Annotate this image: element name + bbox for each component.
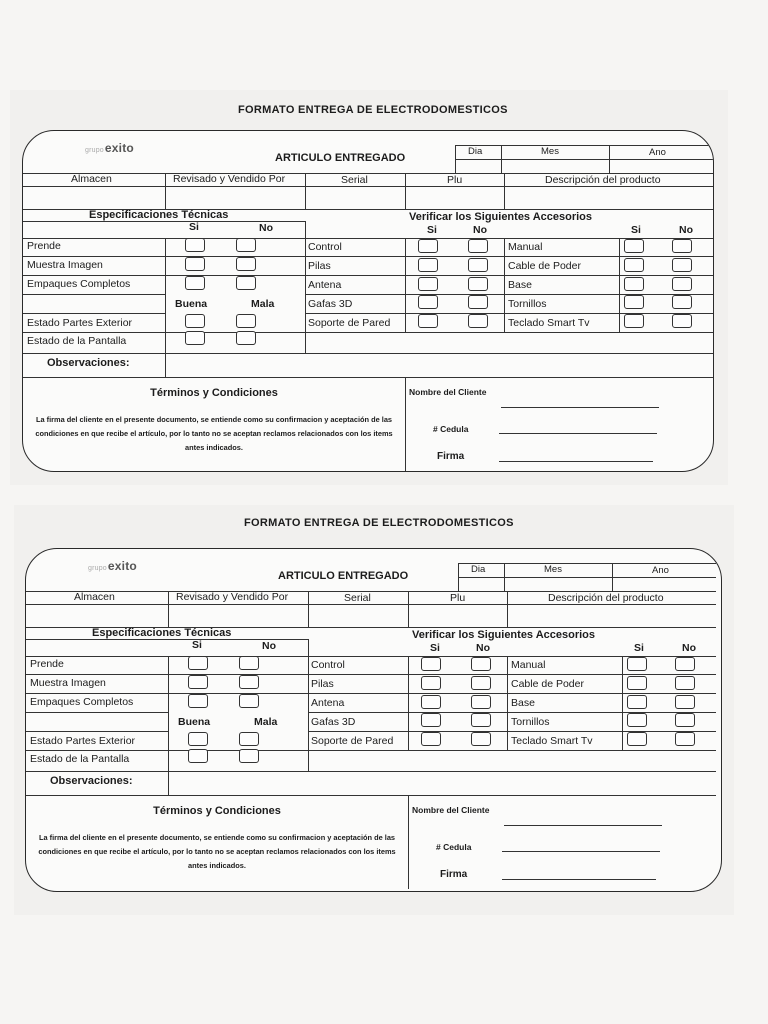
month-label: Mes	[541, 146, 559, 157]
client-name-label: Nombre del Cliente	[412, 805, 490, 815]
accessory-item: Teclado Smart Tv	[511, 735, 593, 747]
checkbox-prende-no[interactable]	[236, 238, 256, 252]
plu-column: Plu	[450, 592, 466, 604]
reviewed-by-column: Revisado y Vendido Por	[176, 591, 289, 603]
checkbox-antena-si[interactable]	[421, 695, 441, 709]
accessory-item: Teclado Smart Tv	[508, 317, 590, 329]
checkbox-pantalla-mala[interactable]	[239, 749, 259, 763]
delivery-form: grupoexito ARTICULO ENTREGADO Dia Mes Ano Almacen Revisado y Vendido Por Serial Plu Descripción del producto Especificaciones Técnicas Verificar los Siguientes Accesorios Si No Si No Si No Prende Muestra Imagen Empaques Completos Buena Mala Estado Partes Exterior Estado de la Pantalla Control Pilas Antena Gafas 3D Soporte de Pared Manual Cable de Poder Base Tornillos Teclado Smart Tv Observaciones: Términos y Condiciones La firma del cliente en el presente documento, se entiende como su confirmacion y aceptación de las condiciones en que recibe el artículo, por lo tanto no se aceptan reclamos relacionados con los items antes indicados. Nombre del Cliente # Cedula Firma	[25, 548, 722, 892]
accessory-item: Gafas 3D	[308, 298, 353, 310]
checkbox-pantalla-buena[interactable]	[185, 331, 205, 345]
article-delivered-label: ARTICULO ENTREGADO	[275, 152, 406, 164]
checkbox-prende-no[interactable]	[239, 656, 259, 670]
checkbox-control-si[interactable]	[418, 239, 438, 253]
observations-label: Observaciones:	[50, 775, 133, 787]
checkbox-gafas-si[interactable]	[421, 713, 441, 727]
checkbox-cable-no[interactable]	[675, 676, 695, 690]
good-label: Buena	[178, 716, 211, 728]
checkbox-manual-no[interactable]	[672, 239, 692, 253]
checkbox-soporte-no[interactable]	[471, 732, 491, 746]
store-logo: grupoexito	[88, 559, 137, 573]
checkbox-pilas-no[interactable]	[471, 676, 491, 690]
day-label: Dia	[468, 146, 483, 157]
accessory-item: Pilas	[308, 260, 331, 272]
checkbox-control-no[interactable]	[468, 239, 488, 253]
store-logo: grupoexito	[85, 141, 134, 155]
checkbox-prende-si[interactable]	[185, 238, 205, 252]
id-number-line[interactable]	[499, 433, 657, 434]
condition-item: Estado Partes Exterior	[27, 317, 133, 329]
checkbox-soporte-no[interactable]	[468, 314, 488, 328]
year-label: Ano	[649, 147, 666, 158]
signature-line[interactable]	[499, 461, 653, 462]
signature-label: Firma	[440, 869, 468, 880]
observations-label: Observaciones:	[47, 357, 130, 369]
checkbox-base-si[interactable]	[627, 695, 647, 709]
article-delivered-label: ARTICULO ENTREGADO	[278, 570, 409, 582]
accessory-item: Manual	[508, 241, 543, 253]
checkbox-pantalla-buena[interactable]	[188, 749, 208, 763]
checkbox-pilas-si[interactable]	[421, 676, 441, 690]
spec-item: Empaques Completos	[30, 696, 134, 708]
checkbox-soporte-si[interactable]	[421, 732, 441, 746]
checkbox-antena-no[interactable]	[468, 277, 488, 291]
checkbox-empaques-no[interactable]	[236, 276, 256, 290]
condition-item: Estado de la Pantalla	[30, 753, 130, 765]
terms-text: La firma del cliente en el presente documento, se entiende como su confirmacion y aceptación de las condiciones en que recibe el artículo, por lo tanto no se aceptan reclamos relacionados con los items antes indicados.	[35, 415, 393, 452]
checkbox-cable-si[interactable]	[627, 676, 647, 690]
id-number-label: # Cedula	[436, 842, 472, 852]
store-column: Almacen	[71, 173, 112, 185]
accessory-item: Antena	[308, 279, 342, 291]
checkbox-cable-no[interactable]	[672, 258, 692, 272]
checkbox-antena-no[interactable]	[471, 695, 491, 709]
checkbox-teclado-no[interactable]	[672, 314, 692, 328]
store-column: Almacen	[74, 591, 115, 603]
client-name-line[interactable]	[501, 407, 659, 408]
serial-column: Serial	[344, 592, 371, 604]
checkbox-manual-si[interactable]	[624, 239, 644, 253]
tech-specs-heading: Especificaciones Técnicas	[92, 627, 232, 639]
form-title: FORMATO ENTREGA DE ELECTRODOMESTICOS	[244, 517, 514, 529]
spec-item: Muestra Imagen	[27, 259, 103, 271]
year-label: Ano	[652, 565, 669, 576]
accessory-item: Gafas 3D	[311, 716, 356, 728]
checkbox-pilas-si[interactable]	[418, 258, 438, 272]
client-name-line[interactable]	[504, 825, 662, 826]
checkbox-teclado-no[interactable]	[675, 732, 695, 746]
checkbox-cable-si[interactable]	[624, 258, 644, 272]
checkbox-tornillos-no[interactable]	[672, 295, 692, 309]
checkbox-antena-si[interactable]	[418, 277, 438, 291]
checkbox-exterior-buena[interactable]	[188, 732, 208, 746]
accessory-item: Antena	[311, 697, 345, 709]
day-label: Dia	[471, 564, 486, 575]
accessory-item: Base	[508, 279, 532, 291]
form-title: FORMATO ENTREGA DE ELECTRODOMESTICOS	[238, 104, 508, 116]
checkbox-pantalla-mala[interactable]	[236, 331, 256, 345]
checkbox-imagen-si[interactable]	[185, 257, 205, 271]
tech-specs-heading: Especificaciones Técnicas	[89, 209, 229, 221]
accessory-item: Tornillos	[508, 298, 547, 310]
checkbox-empaques-si[interactable]	[185, 276, 205, 290]
accessory-item: Manual	[511, 659, 546, 671]
month-label: Mes	[544, 564, 562, 575]
accessory-item: Tornillos	[511, 716, 550, 728]
checkbox-imagen-si[interactable]	[188, 675, 208, 689]
checkbox-teclado-si[interactable]	[624, 314, 644, 328]
checkbox-gafas-no[interactable]	[468, 295, 488, 309]
checkbox-control-no[interactable]	[471, 657, 491, 671]
accessory-item: Soporte de Pared	[308, 317, 391, 329]
observations-field[interactable]	[173, 357, 703, 373]
description-column: Descripción del producto	[545, 174, 661, 186]
spec-item: Prende	[30, 658, 64, 670]
checkbox-manual-si[interactable]	[627, 657, 647, 671]
id-number-line[interactable]	[502, 851, 660, 852]
checkbox-tornillos-si[interactable]	[627, 713, 647, 727]
terms-title: Términos y Condiciones	[150, 387, 278, 399]
description-column: Descripción del producto	[548, 592, 664, 604]
plu-column: Plu	[447, 174, 463, 186]
checkbox-tornillos-si[interactable]	[624, 295, 644, 309]
signature-label: Firma	[437, 451, 465, 462]
checkbox-tornillos-no[interactable]	[675, 713, 695, 727]
checkbox-exterior-mala[interactable]	[236, 314, 256, 328]
spec-item: Prende	[27, 240, 61, 252]
accessory-item: Control	[311, 659, 345, 671]
id-number-label: # Cedula	[433, 424, 469, 434]
checkbox-pilas-no[interactable]	[468, 258, 488, 272]
checkbox-control-si[interactable]	[421, 657, 441, 671]
delivery-form: grupoexito ARTICULO ENTREGADO Dia Mes Ano Almacen Revisado y Vendido Por Serial Plu Descripción del producto Especificaciones Técnicas Verificar los Siguientes Accesorios Si No Si No Si No Prende Muestra Imagen Empaques Completos Buena Mala Estado Partes Exterior Estado de la Pantalla Control Pilas Antena Gafas 3D Soporte de Pared Manual Cable de Poder Base Tornillos Teclado Smart Tv Observaciones: Términos y Condiciones La firma del cliente en el presente documento, se entiende como su confirmacion y aceptación de las condiciones en que recibe el artículo, por lo tanto no se aceptan reclamos relacionados con los items antes indicados. Nombre del Cliente # Cedula Firma	[22, 130, 714, 472]
terms-text: La firma del cliente en el presente documento, se entiende como su confirmacion y aceptación de las condiciones en que recibe el artículo, por lo tanto no se aceptan reclamos relacionados con los items antes indicados.	[38, 833, 396, 870]
checkbox-exterior-buena[interactable]	[185, 314, 205, 328]
spec-item: Muestra Imagen	[30, 677, 106, 689]
client-name-label: Nombre del Cliente	[409, 387, 487, 397]
condition-item: Estado Partes Exterior	[30, 735, 136, 747]
checkbox-empaques-no[interactable]	[239, 694, 259, 708]
checkbox-base-no[interactable]	[672, 277, 692, 291]
good-label: Buena	[175, 298, 208, 310]
accessory-item: Cable de Poder	[511, 678, 584, 690]
checkbox-gafas-no[interactable]	[471, 713, 491, 727]
checkbox-manual-no[interactable]	[675, 657, 695, 671]
accessory-item: Pilas	[311, 678, 334, 690]
accessory-item: Soporte de Pared	[311, 735, 394, 747]
observations-field[interactable]	[176, 775, 706, 791]
checkbox-prende-si[interactable]	[188, 656, 208, 670]
accessory-item: Control	[308, 241, 342, 253]
verify-accessories-heading: Verificar los Siguientes Accesorios	[412, 629, 596, 641]
checkbox-base-si[interactable]	[624, 277, 644, 291]
bad-label: Mala	[251, 298, 275, 310]
checkbox-exterior-mala[interactable]	[239, 732, 259, 746]
accessory-item: Base	[511, 697, 535, 709]
checkbox-empaques-si[interactable]	[188, 694, 208, 708]
checkbox-soporte-si[interactable]	[418, 314, 438, 328]
checkbox-imagen-no[interactable]	[239, 675, 259, 689]
accessory-item: Cable de Poder	[508, 260, 581, 272]
checkbox-base-no[interactable]	[675, 695, 695, 709]
condition-item: Estado de la Pantalla	[27, 335, 127, 347]
signature-line[interactable]	[502, 879, 656, 880]
bad-label: Mala	[254, 716, 278, 728]
checkbox-teclado-si[interactable]	[627, 732, 647, 746]
spec-item: Empaques Completos	[27, 278, 131, 290]
serial-column: Serial	[341, 174, 368, 186]
reviewed-by-column: Revisado y Vendido Por	[173, 173, 286, 185]
checkbox-gafas-si[interactable]	[418, 295, 438, 309]
checkbox-imagen-no[interactable]	[236, 257, 256, 271]
verify-accessories-heading: Verificar los Siguientes Accesorios	[409, 211, 593, 223]
terms-title: Términos y Condiciones	[153, 805, 281, 817]
